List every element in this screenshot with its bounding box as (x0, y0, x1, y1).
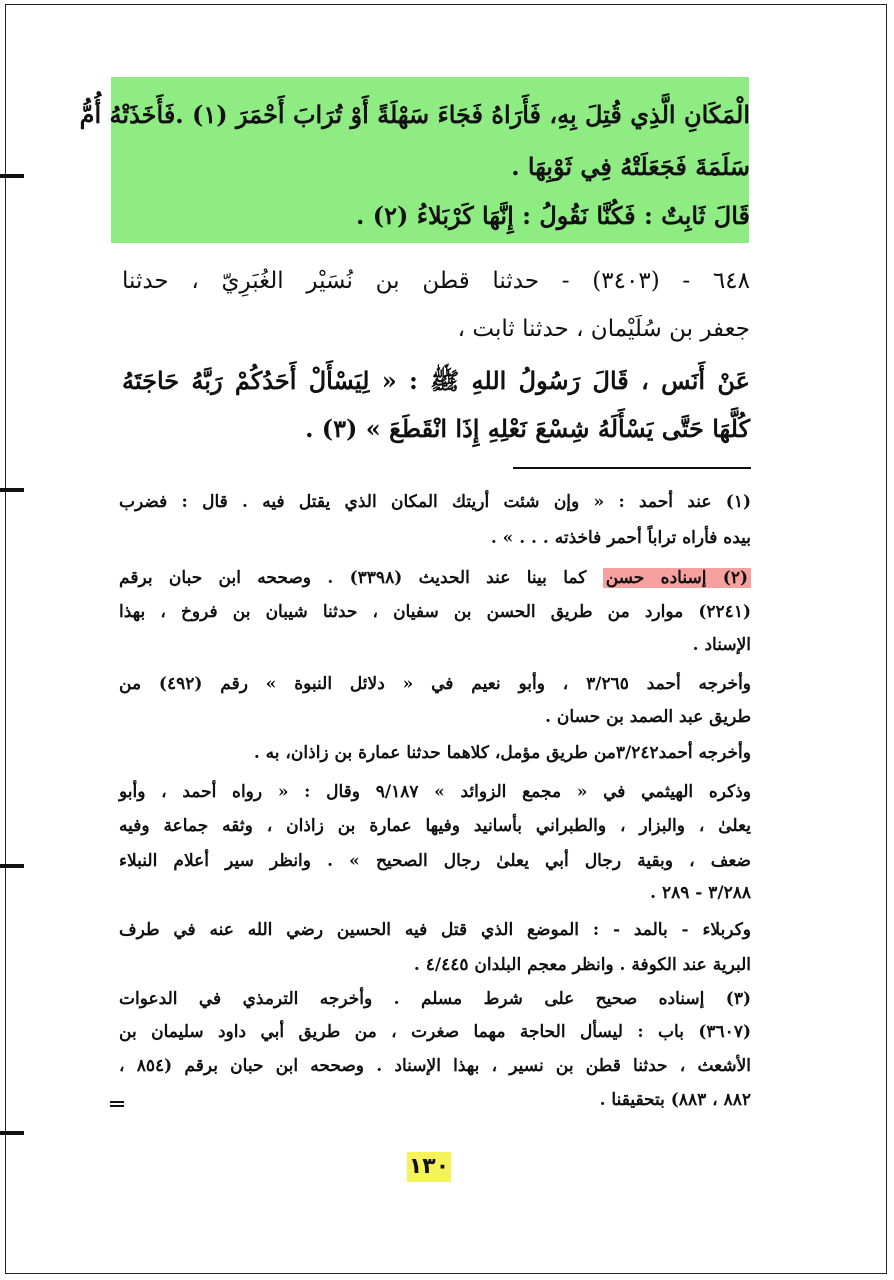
footnote-line: الأشعث ، حدثنا قطن بن نسير ، بهذا الإسناد . وصححه ابن حبان برقم (٨٥٤ ، (119, 1056, 751, 1076)
footnote-line: وأخرجه أحمد٣/٢٤٢من طريق مؤمل، كلاهما حدثنا عمارة بن زاذان، به . (253, 743, 751, 763)
hadith-text-line: عَنْ أَنَس ، قَالَ رَسُولُ اللهِ ﷺ : « لِيَسْأَلْ أَحَدُكُمْ رَبَّهُ حَاجَتَهُ (122, 366, 750, 395)
main-text-line: قَالَ ثَابِتٌ : فَكُنَّا نَقُولُ : إِنَّهَا كَرْبَلاءُ (٢) . (356, 201, 750, 230)
page-number: ١٣٠ (407, 1152, 451, 1182)
footnote-line: وأخرجه أحمد ٣/٢٦٥ ، وأبو نعيم في « دلائل النبوة » رقم (٤٩٢) من (119, 674, 752, 694)
hadith-chain-line: جعفر بن سُلَيْمان ، حدثنا ثابت ، (457, 316, 750, 342)
margin-mark (0, 864, 24, 868)
highlighted-phrase: (٢) إسناده حسن (603, 568, 751, 588)
footnote-line: (٣٦٠٧) باب : ليسأل الحاجة مهما صغرت ، من طريق أبي داود سليمان بن (119, 1022, 751, 1042)
footnote-line: ٨٨٢ ، ٨٨٣) بتحقيقنا . (599, 1090, 751, 1110)
footnote-line: البرية عند الكوفة . وانظر معجم البلدان ٤/٤٤٥ . (413, 955, 751, 975)
footnote-line: ٣/٢٨٨ - ٢٨٩ . (650, 883, 751, 903)
footnote-line: (٢٢٤١) موارد من طريق الحسن بن سفيان ، حدثنا شيبان بن فروخ ، بهذا (119, 602, 751, 622)
footnote-line (119, 566, 751, 590)
double-rule-mark (110, 1101, 124, 1107)
main-text-line: سَلَمَةَ فَجَعَلَتْهُ فِي ثَوْبِهَا . (511, 152, 750, 181)
footnote-line: وكربلاء - بالمد - : الموضع الذي قتل فيه الحسين رضي الله عنه في طرف (119, 920, 751, 940)
footnote-line: (١) عند أحمد : « وإن شئت أريتك المكان الذي يقتل فيه . قال : فضرب (119, 492, 751, 512)
footnote-separator (513, 467, 751, 469)
footnote-line: يعلىٰ ، والبزار ، والطبراني بأسانيد وفيها عمارة بن زاذان ، وثقه جماعة وفيه (119, 816, 751, 836)
footnote-line: (٣) إسناده صحيح على شرط مسلم . وأخرجه الترمذي في الدعوات (119, 989, 751, 1009)
hadith-chain-line: ٦٤٨ - (٣٤٠٣) - حدثنا قطن بن نُسَيْر الغُبَرِيّ ، حدثنا (122, 268, 750, 294)
margin-mark (0, 1131, 24, 1135)
footnote-text: كما بينا عند الحديث (٣٣٩٨) . وصححه ابن حبان برقم (119, 568, 587, 588)
margin-mark (0, 488, 24, 492)
hadith-text-line: كُلَّهَا حَتَّى يَسْأَلَهُ شِسْعَ نَعْلِهِ إِذَا انْقَطَعَ » (٣) . (305, 414, 750, 443)
footnote-line: بيده فأراه تراباً أحمر فاخذته . . . » . (490, 528, 751, 548)
footnote-line: طريق عبد الصمد بن حسان . (545, 707, 751, 727)
footnote-line: الإسناد . (692, 635, 751, 655)
footnote-line: ضعف ، وبقية رجال أبي يعلىٰ رجال الصحيح » . وانظر سير أعلام النبلاء (119, 851, 751, 871)
main-text-line: الْمَكَانِ الَّذِي قُتِلَ بِهِ، فَأَرَاهُ فَجَاءَ سَهْلَةً أَوْ تُرَابَ أَحْمَرَ (١) .فَأَخَذَتْهُ أُمُّ (79, 100, 750, 129)
footnote-line: وذكره الهيثمي في « مجمع الزوائد » ٩/١٨٧ وقال : « رواه أحمد ، وأبو (119, 782, 751, 802)
margin-mark (0, 174, 24, 178)
